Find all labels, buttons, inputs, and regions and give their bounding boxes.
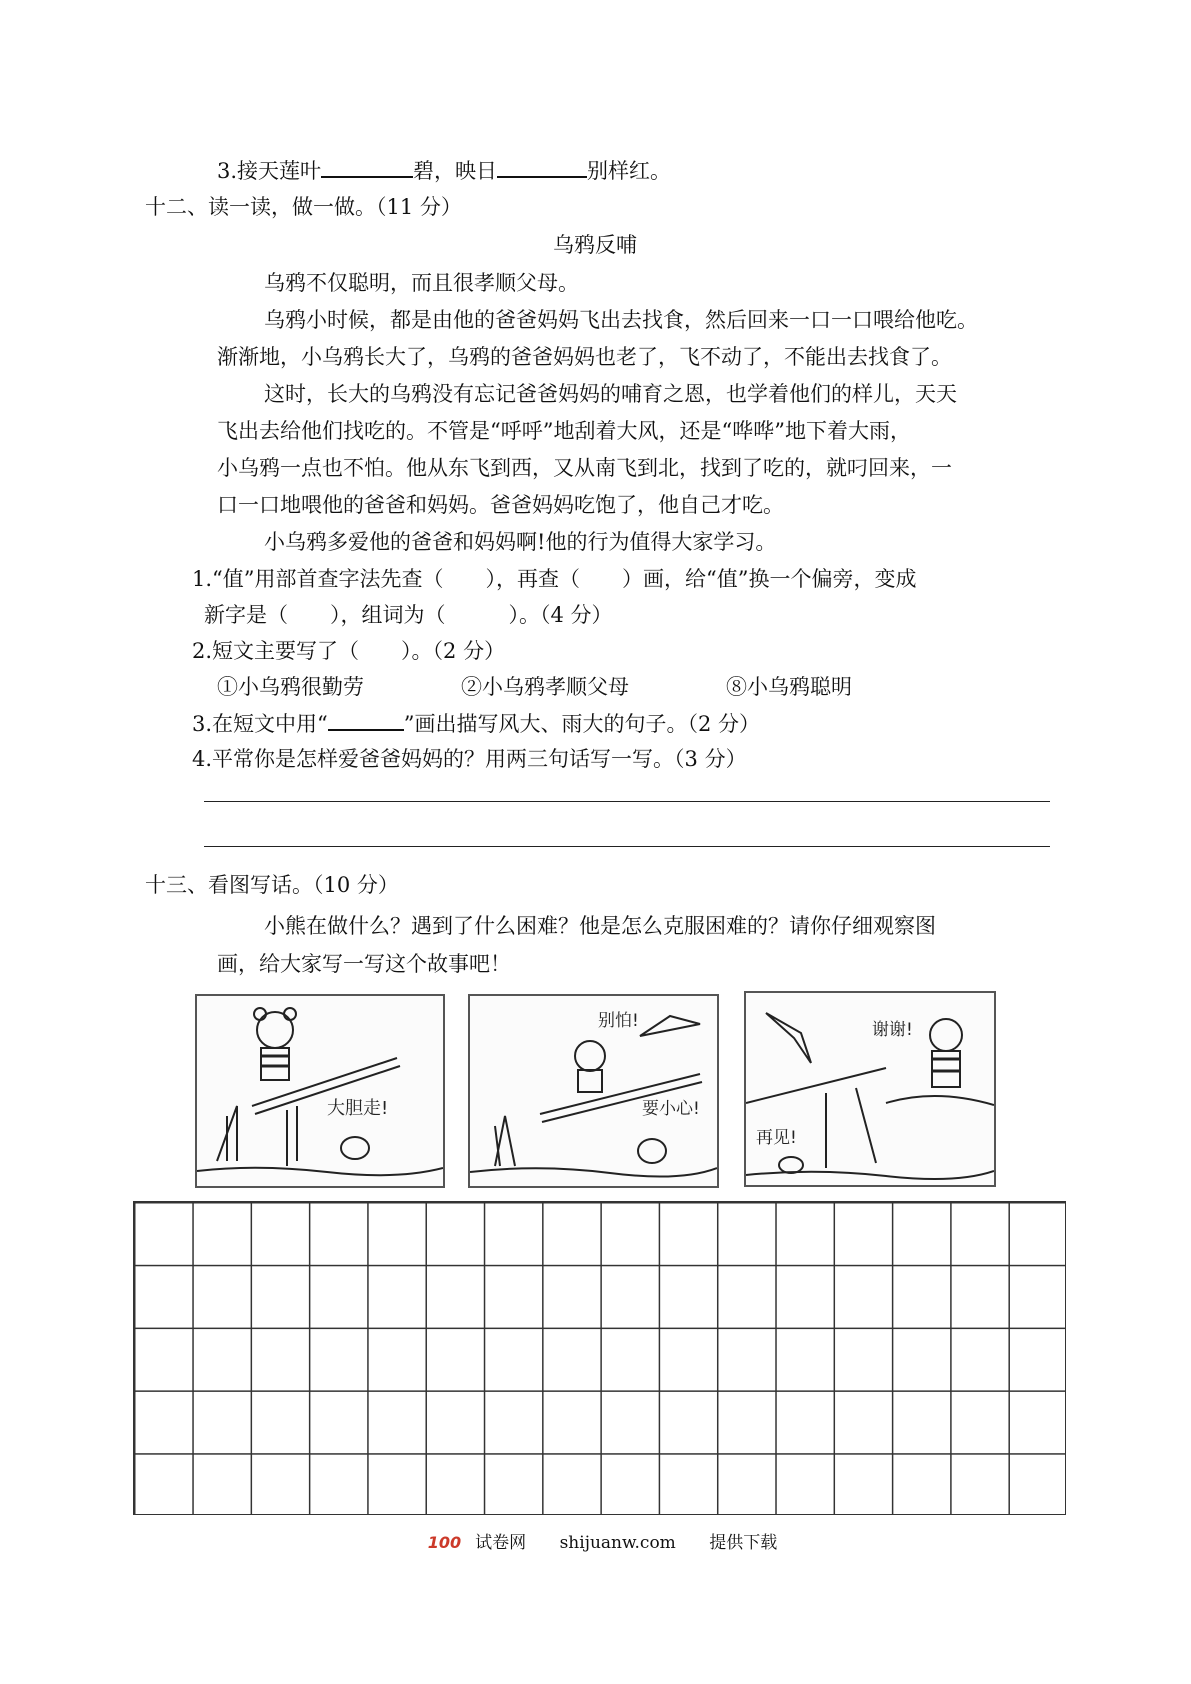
picture-panel-3 — [744, 991, 996, 1187]
picture-panel-2 — [468, 994, 719, 1188]
story-paragraph-4: 小乌鸦多爱他的爸爸和妈妈啊!他的行为值得大家学习。 — [264, 530, 777, 554]
underline-sample — [328, 709, 404, 731]
bear-on-plank-illustration — [197, 996, 443, 1186]
footer-note: 提供下载 — [709, 1533, 778, 1553]
section-13-heading: 十三、看图写话。（10 分） — [145, 873, 399, 897]
panel-1-bubble: 大胆走! — [327, 1098, 389, 1119]
question-1-line-1: 1.“值”用部首查字法先查（ ），再查（ ）画，给“值”换一个偏旁，变成 — [192, 567, 917, 591]
blank-2[interactable] — [497, 156, 587, 178]
question-4: 4.平常你是怎样爱爸爸妈妈的？用两三句话写一写。（3 分） — [192, 747, 747, 771]
bear-thanks-bird-illustration — [746, 993, 994, 1185]
question-3 — [192, 709, 760, 738]
story-paragraph-3-line-1: 这时，长大的乌鸦没有忘记爸爸妈妈的哺育之恩，也学着他们的样儿，天天 — [264, 382, 957, 406]
footer — [0, 1528, 1191, 1553]
question-3-prefix: 3.在短文中用“ — [192, 712, 328, 736]
story-title: 乌鸦反哺 — [553, 233, 637, 257]
bird-encourages-bear-illustration — [470, 996, 717, 1186]
panel-2-bubble-top: 别怕! — [598, 1011, 639, 1031]
story-paragraph-2-line-2: 渐渐地，小乌鸦长大了，乌鸦的爸爸妈妈也老了，飞不动了，不能出去找食了。 — [217, 345, 952, 369]
poem-mid: 碧，映日 — [413, 159, 498, 183]
story-paragraph-3-line-4: 口一口地喂他的爸爸和妈妈。爸爸妈妈吃饱了，他自己才吃。 — [217, 493, 784, 517]
story-paragraph-3-line-2: 飞出去给他们找吃的。不管是“呼呼”地刮着大风，还是“哗哗”地下着大雨， — [217, 419, 911, 443]
panel-2-bubble-bottom: 要小心! — [642, 1099, 700, 1119]
site-url[interactable]: shijuanw.com — [559, 1533, 676, 1553]
question-2-option-3[interactable]: ⑧小乌鸦聪明 — [726, 675, 852, 699]
question-2-option-2[interactable]: ②小乌鸦孝顺父母 — [461, 675, 629, 699]
panel-3-bubble-top: 谢谢! — [872, 1020, 913, 1040]
panel-3-bubble-bottom: 再见! — [756, 1128, 797, 1148]
answer-line-1[interactable] — [204, 801, 1050, 802]
poem-prefix: 3.接天莲叶 — [217, 159, 322, 183]
site-brand — [414, 1533, 526, 1553]
writing-prompt-line-2: 画，给大家写一写这个故事吧！ — [217, 952, 511, 976]
question-2: 2.短文主要写了（ ）。（2 分） — [192, 639, 506, 663]
answer-line-2[interactable] — [204, 846, 1050, 847]
site-logo: 100 — [427, 1533, 462, 1552]
question-1-line-2: 新字是（ ），组词为（ ）。（4 分） — [204, 603, 613, 627]
writing-grid[interactable] — [133, 1201, 1066, 1515]
site-name: 试卷网 — [475, 1533, 527, 1553]
story-paragraph-2-line-1: 乌鸦小时候，都是由他的爸爸妈妈飞出去找食，然后回来一口一口喂给他吃。 — [264, 308, 978, 332]
story-paragraph-1: 乌鸦不仅聪明，而且很孝顺父母。 — [264, 271, 579, 295]
poem-suffix: 别样红。 — [587, 159, 672, 183]
story-paragraph-3-line-3: 小乌鸦一点也不怕。他从东飞到西，又从南飞到北，找到了吃的，就叼回来，一 — [217, 456, 952, 480]
question-2-option-1[interactable]: ①小乌鸦很勤劳 — [217, 675, 364, 699]
picture-panel-1 — [195, 994, 445, 1188]
blank-1[interactable] — [321, 156, 413, 178]
question-3-suffix: ”画出描写风大、雨大的句子。（2 分） — [403, 712, 761, 736]
section-12-heading: 十二、读一读，做一做。（11 分） — [145, 195, 462, 219]
writing-prompt-line-1: 小熊在做什么？遇到了什么困难？他是怎么克服困难的？请你仔细观察图 — [264, 914, 936, 938]
poem-fill-item — [217, 156, 671, 185]
